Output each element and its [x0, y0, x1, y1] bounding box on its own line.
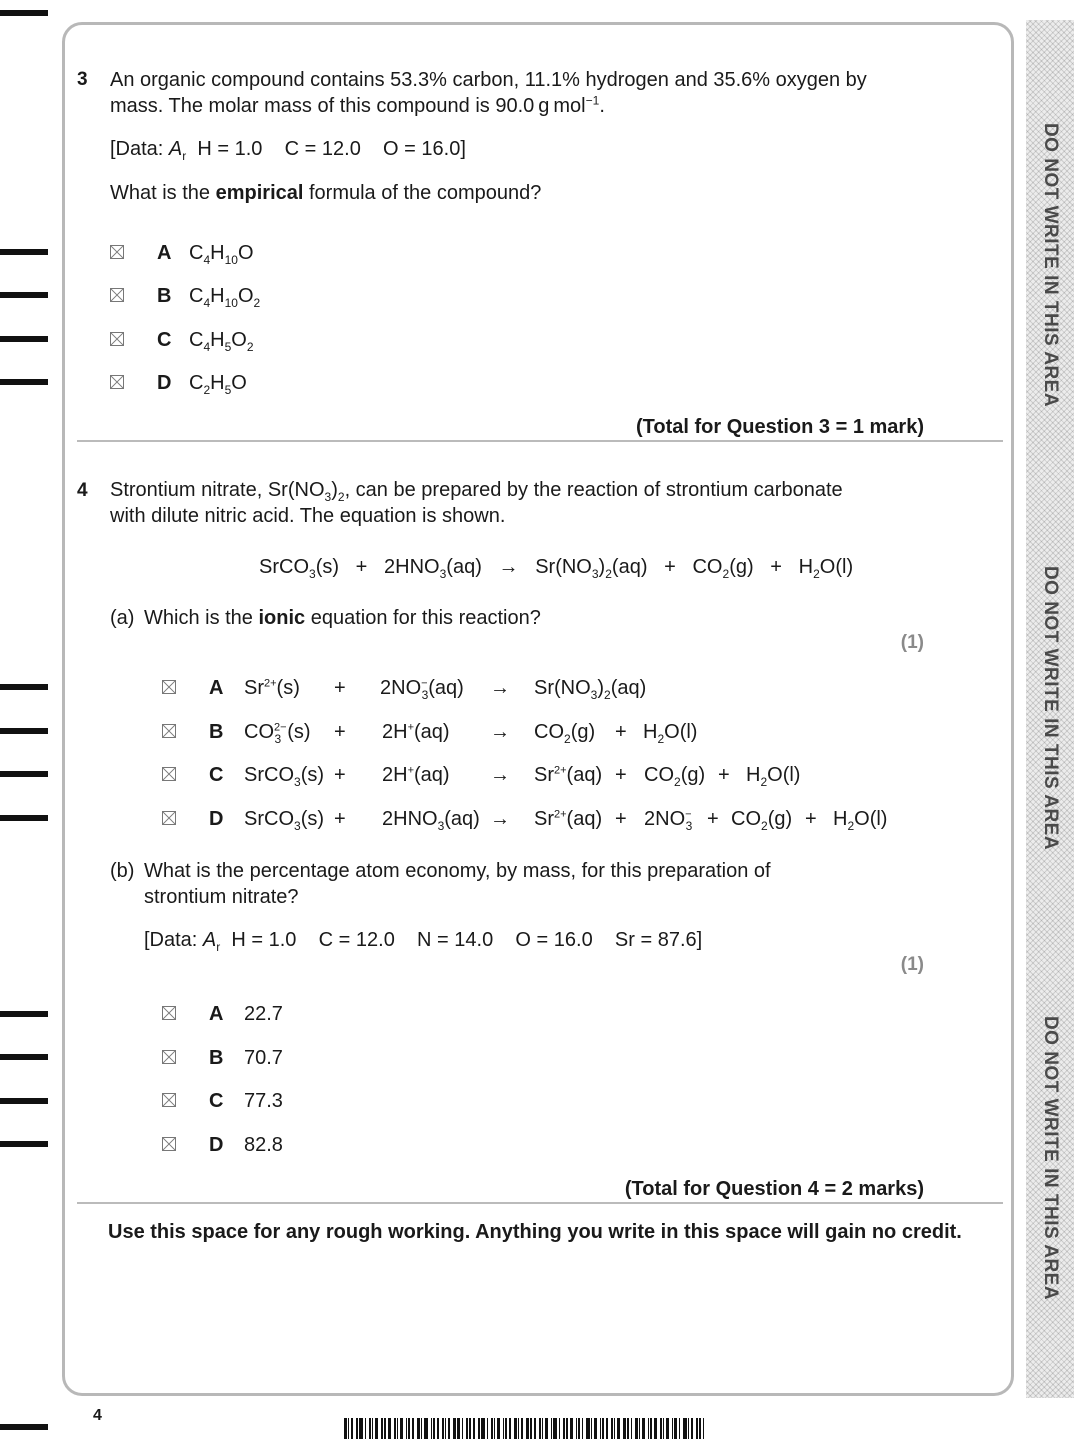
barcode-bar — [453, 1418, 456, 1439]
barcode-bar — [617, 1418, 620, 1439]
q3-option-b-letter: B — [157, 285, 172, 307]
margin-tick — [0, 728, 48, 734]
q4a-option-a-checkbox[interactable] — [162, 680, 176, 694]
question-4-stem-line2: with dilute nitric acid. The equation is shown. — [110, 505, 506, 527]
barcode-bar — [654, 1418, 657, 1439]
barcode-bar — [359, 1418, 363, 1439]
barcode-bar — [494, 1418, 495, 1439]
q3-option-c-formula: $C_4H_5O_2$ — [189, 329, 254, 354]
barcode-bar — [514, 1418, 517, 1439]
question-4-total: (Total for Question 4 = 2 marks) — [624, 1178, 924, 1200]
barcode-bar — [384, 1418, 386, 1439]
margin-tick — [0, 1098, 48, 1104]
barcode-bar — [627, 1418, 629, 1439]
q4a-option-c-product1: $Sr^{2+}(aq)$ — [534, 764, 603, 786]
barcode-bar — [381, 1418, 383, 1439]
barcode-bar — [518, 1418, 519, 1439]
barcode-bar — [448, 1418, 450, 1439]
question-3-total: (Total for Question 3 = 1 mark) — [635, 416, 924, 438]
q4b-option-c-checkbox[interactable] — [162, 1093, 176, 1107]
barcode-bar — [586, 1418, 590, 1439]
barcode-bar — [487, 1418, 488, 1439]
rough-working-note: Use this space for any rough working. Anything you write in this space will gain no credit. — [108, 1221, 962, 1243]
plus-sign: + — [615, 808, 627, 830]
q4a-option-d-product3: $CO_2(g)$ — [731, 808, 793, 833]
barcode-bar — [566, 1418, 568, 1439]
barcode-bar — [559, 1418, 560, 1439]
barcode-bar — [666, 1418, 669, 1439]
plus-sign: + — [334, 721, 346, 743]
barcode-bar — [582, 1418, 583, 1439]
margin-tick — [0, 379, 48, 385]
barcode-bar — [553, 1418, 557, 1439]
q4b-option-d-letter: D — [209, 1134, 224, 1156]
arrow: → — [490, 764, 510, 786]
barcode-bar — [457, 1418, 460, 1439]
barcode-bar — [534, 1418, 536, 1439]
barcode-bar — [356, 1418, 358, 1439]
barcode-bar — [369, 1418, 371, 1439]
q4a-option-d-product4: $H_2O(l)$ — [833, 808, 888, 833]
barcode-bar — [437, 1418, 439, 1439]
barcode-bar — [672, 1418, 673, 1439]
part-b-label: (b) — [110, 860, 135, 882]
barcode-bar — [650, 1418, 652, 1439]
q4b-option-d-checkbox[interactable] — [162, 1137, 176, 1151]
q4a-option-b-letter: B — [209, 721, 224, 743]
barcode-bar — [699, 1418, 701, 1439]
barcode-bar — [433, 1418, 435, 1439]
page-number: 4 — [93, 1407, 102, 1424]
barcode-bar — [424, 1418, 428, 1439]
part-b-mark: (1) — [900, 954, 924, 975]
divider — [77, 440, 1003, 442]
barcode-bar — [663, 1418, 664, 1439]
plus-sign: + — [805, 808, 817, 830]
barcode-bar — [696, 1418, 698, 1439]
barcode-bar — [530, 1418, 532, 1439]
barcode-bar — [505, 1418, 507, 1439]
q3-option-b-formula: $C_4H_{10}O_2$ — [189, 285, 261, 310]
plus-sign: + — [334, 808, 346, 830]
q3-option-d-checkbox[interactable] — [110, 375, 124, 389]
margin-tick — [0, 684, 48, 690]
barcode-bar — [623, 1418, 626, 1439]
barcode-bar — [614, 1418, 615, 1439]
arrow: → — [490, 721, 510, 743]
margin-tick — [0, 336, 48, 342]
q3-option-d-formula: $C_2H_5O$ — [189, 372, 247, 397]
barcode-bar — [683, 1418, 687, 1439]
barcode-bar — [509, 1418, 511, 1439]
margin-tick — [0, 771, 48, 777]
barcode-bar — [466, 1418, 468, 1439]
barcode-bar — [442, 1418, 444, 1439]
q4a-option-b-product1: $CO_2(g)$ — [534, 721, 596, 746]
barcode-bar — [688, 1418, 689, 1439]
q4a-option-b-checkbox[interactable] — [162, 724, 176, 738]
q4a-option-d-product2: $2NO^-_3$ — [644, 808, 693, 833]
barcode-bar — [365, 1418, 366, 1439]
margin-tick — [0, 292, 48, 298]
q4a-option-a-letter: A — [209, 677, 224, 699]
q3-option-a-letter: A — [157, 242, 172, 264]
barcode-bar — [602, 1418, 604, 1439]
q4b-option-c-letter: C — [209, 1090, 224, 1112]
barcode-bar — [431, 1418, 432, 1439]
question-3-stem-line2: mass. The molar mass of this compound is 90.0 g mol$^{-1}$. — [110, 93, 605, 117]
q4a-option-d-reactant2: $2HNO_3(aq)$ — [382, 808, 480, 833]
q4a-option-d-reactant1: SrCO$_3$(s) — [244, 808, 325, 833]
barcode-bar — [397, 1418, 398, 1439]
q4b-option-a-checkbox[interactable] — [162, 1006, 176, 1020]
barcode-bar — [576, 1418, 577, 1439]
q4b-option-c-value: 77.3 — [244, 1090, 283, 1112]
barcode-bar — [421, 1418, 422, 1439]
q3-option-a-checkbox[interactable] — [110, 245, 124, 259]
question-3-number: 3 — [77, 69, 88, 90]
q3-option-a-formula: $C_4H_{10}O$ — [189, 242, 254, 267]
q4a-option-d-letter: D — [209, 808, 224, 830]
barcode-bar — [408, 1418, 410, 1439]
q4a-option-d-checkbox[interactable] — [162, 811, 176, 825]
arrow: → — [490, 677, 510, 699]
q3-option-c-checkbox[interactable] — [110, 332, 124, 346]
plus-sign: + — [615, 764, 627, 786]
barcode-bar — [660, 1418, 662, 1439]
q4a-option-c-checkbox[interactable] — [162, 767, 176, 781]
q4a-option-c-product2: $CO_2(g)$ — [644, 764, 706, 789]
q4b-option-b-letter: B — [209, 1047, 224, 1069]
barcode-bar — [635, 1418, 638, 1439]
part-b-data: [Data: $A_r$ H = 1.0 C = 12.0 N = 14.0 O = 16.0 Sr = 87.6] — [144, 929, 703, 954]
barcode-bar — [412, 1418, 414, 1439]
barcode-bar — [648, 1418, 649, 1439]
q4a-option-a-reactant2: $2NO^-_3(aq)$ — [380, 677, 464, 702]
barcode-bar — [473, 1418, 475, 1439]
q4a-option-c-product3: $H_2O(l)$ — [746, 764, 801, 789]
question-3-prompt: What is the empirical formula of the compound? — [110, 182, 542, 204]
barcode-bar — [469, 1418, 471, 1439]
margin-tick — [0, 1141, 48, 1147]
barcode-bar — [372, 1418, 373, 1439]
barcode-bar — [679, 1418, 680, 1439]
barcode-bar — [417, 1418, 420, 1439]
plus-sign: + — [718, 764, 730, 786]
barcode-bar — [348, 1418, 349, 1439]
margin-tick — [0, 1011, 48, 1017]
barcode-bar — [674, 1418, 677, 1439]
barcode-bar — [497, 1418, 500, 1439]
barcode-bar — [551, 1418, 552, 1439]
part-a-mark: (1) — [900, 632, 924, 653]
barcode-bar — [611, 1418, 613, 1439]
barcode-bar — [394, 1418, 396, 1439]
q4a-option-c-reactant1: SrCO$_3$(s) — [244, 764, 325, 789]
q4a-option-b-product2: $H_2O(l)$ — [643, 721, 698, 746]
barcode-bar — [521, 1418, 523, 1439]
q4a-option-b-reactant2: 2H+(aq) — [382, 721, 450, 743]
part-b-question-line2: strontium nitrate? — [144, 886, 299, 908]
part-b-question-line1: What is the percentage atom economy, by mass, for this preparation of — [144, 860, 771, 882]
divider — [77, 1202, 1003, 1204]
barcode-bar — [591, 1418, 592, 1439]
barcode-bar — [563, 1418, 565, 1439]
plus-sign: + — [707, 808, 719, 830]
q4b-option-b-value: 70.7 — [244, 1047, 283, 1069]
barcode-bar — [600, 1418, 601, 1439]
barcode-bar — [639, 1418, 640, 1439]
q4b-option-a-value: 22.7 — [244, 1003, 283, 1025]
barcode-bar — [570, 1418, 573, 1439]
barcode-bar — [406, 1418, 407, 1439]
question-4-stem-line1: Strontium nitrate, $Sr(NO_3)_2$, can be prepared by the reaction of strontium carbonate — [110, 479, 843, 504]
q4a-option-c-reactant2: 2H+(aq) — [382, 764, 450, 786]
barcode-bar — [445, 1418, 446, 1439]
part-a-question: Which is the ionic equation for this reaction? — [144, 607, 541, 629]
margin-tick — [0, 10, 48, 16]
part-a-label: (a) — [110, 607, 135, 629]
barcode — [344, 1418, 736, 1439]
q3-option-d-letter: D — [157, 372, 172, 394]
q4a-option-b-reactant1: $CO^{2-}_3$ (s) — [244, 721, 311, 746]
plus-sign: + — [334, 677, 346, 699]
barcode-bar — [545, 1418, 548, 1439]
barcode-bar — [375, 1418, 378, 1439]
barcode-bar — [344, 1418, 347, 1439]
q4b-option-b-checkbox[interactable] — [162, 1050, 176, 1064]
barcode-bar — [400, 1418, 403, 1439]
barcode-bar — [539, 1418, 541, 1439]
question-4-number: 4 — [77, 480, 88, 501]
arrow: → — [490, 808, 510, 830]
q4a-option-a-product1: $Sr(NO_3)_2(aq)$ — [534, 677, 647, 702]
q4a-option-c-letter: C — [209, 764, 224, 786]
margin-tick — [0, 249, 48, 255]
margin-tick — [0, 815, 48, 821]
barcode-bar — [462, 1418, 463, 1439]
reaction-equation: SrCO$_3$(s) + $2HNO_3(aq) \to Sr(NO_3)_2(aq) + CO_2(g) + H_2O(l)$ — [259, 556, 854, 581]
q4a-option-a-reactant1: $Sr^{2+}(s)$ — [244, 677, 300, 699]
barcode-bar — [691, 1418, 693, 1439]
barcode-bar — [703, 1418, 704, 1439]
q3-option-c-letter: C — [157, 329, 172, 351]
barcode-bar — [542, 1418, 543, 1439]
barcode-bar — [491, 1418, 493, 1439]
barcode-bar — [481, 1418, 485, 1439]
barcode-bar — [503, 1418, 504, 1439]
barcode-bar — [351, 1418, 353, 1439]
plus-sign: + — [615, 721, 627, 743]
q4b-option-d-value: 82.8 — [244, 1134, 283, 1156]
barcode-bar — [478, 1418, 480, 1439]
q4b-option-a-letter: A — [209, 1003, 224, 1025]
barcode-bar — [388, 1418, 391, 1439]
question-3-data: [Data: $A_r$ H = 1.0 C = 12.0 O = 16.0] — [110, 138, 466, 163]
plus-sign: + — [334, 764, 346, 786]
barcode-bar — [578, 1418, 580, 1439]
barcode-bar — [594, 1418, 597, 1439]
barcode-bar — [606, 1418, 608, 1439]
question-3-stem-line1: An organic compound contains 53.3% carbon, 11.1% hydrogen and 35.6% oxygen by — [110, 69, 867, 91]
margin-tick — [0, 1424, 48, 1430]
q4a-option-d-product1: $Sr^{2+}(aq)$ — [534, 808, 603, 830]
q3-option-b-checkbox[interactable] — [110, 288, 124, 302]
barcode-bar — [526, 1418, 529, 1439]
barcode-bar — [642, 1418, 645, 1439]
barcode-bar — [631, 1418, 632, 1439]
margin-tick — [0, 1054, 48, 1060]
